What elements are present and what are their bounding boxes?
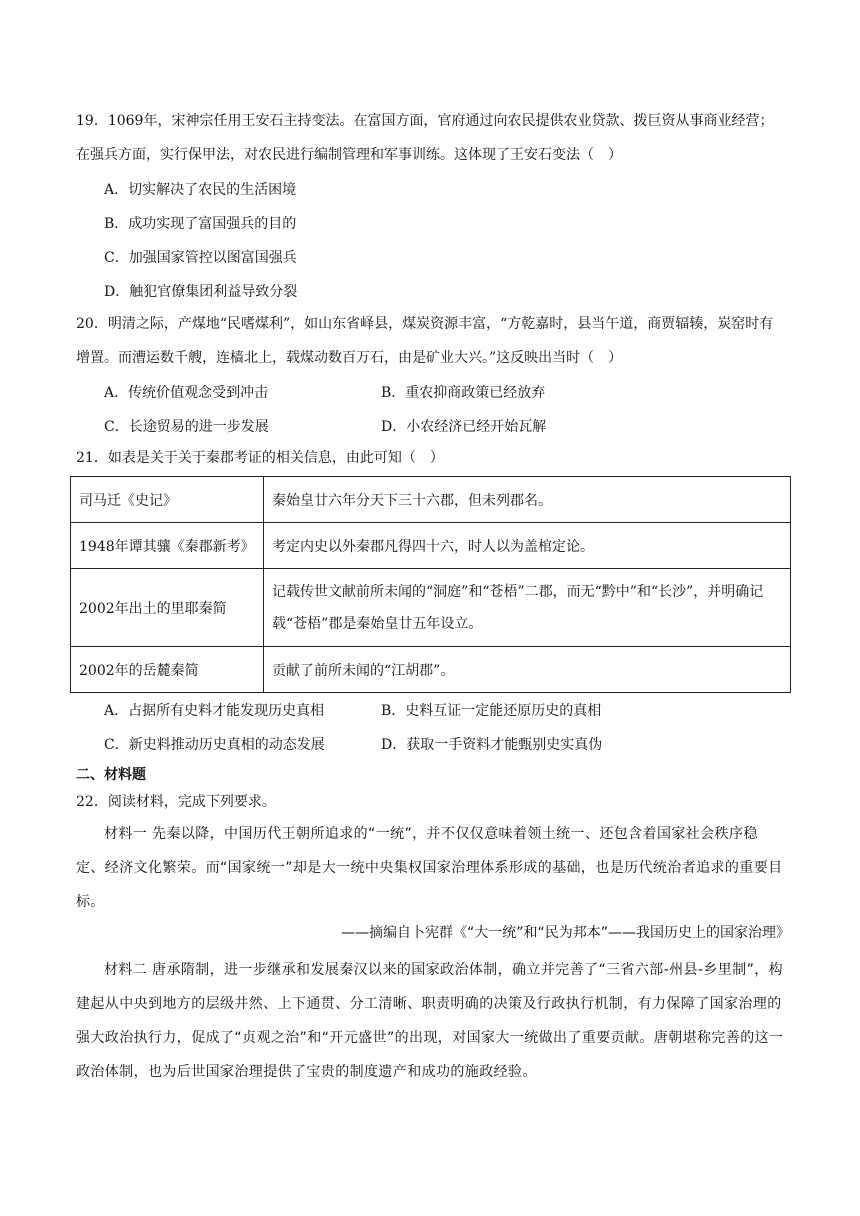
question-19-stem: 19．1069年，宋神宗任用王安石主持变法。在富国方面，官府通过向农民提供农业贷款、拨巨资从事商业经营；在强兵方面，实行保甲法，对农民进行编制管理和军事训练。这体现了王安石变法（ ） xyxy=(76,113,774,163)
table-cell-source: 1948年谭其骧《秦郡新考》 xyxy=(71,523,264,569)
question-22-stem: 22．阅读材料，完成下列要求。 xyxy=(76,794,276,810)
question-20-option-b: B．重农抑商政策已经放弃 xyxy=(381,385,546,401)
table-cell-source: 2002年出土的里耶秦简 xyxy=(71,569,264,647)
question-19-option-a: A．切实解决了农民的生活困境 xyxy=(104,182,297,198)
table-row xyxy=(71,569,791,647)
question-21-option-c: C．新史料推动历史真相的动态发展 xyxy=(104,737,325,753)
question-19-option-b: B．成功实现了富国强兵的目的 xyxy=(104,216,297,232)
material-two: 材料二 唐承隋制，进一步继承和发展秦汉以来的国家政治体制，确立并完善了“三省六部-州县-乡里制”，构建起从中央到地方的层级井然、上下通贯、分工清晰、职责明确的决策及行政执行机制，有力保障了国家治理的强大政治执行力，促成了“贞观之治”和“开元盛世”的出现，对国家大一统做出了重要贡献。唐朝堪称完善的这一政治体制，也为后世国家治理提供了宝贵的制度遗产和成功的施政经验。 xyxy=(76,962,784,1080)
question-19-option-c: C．加强国家管控以图富国强兵 xyxy=(104,250,297,266)
table-cell-content: 考定内史以外秦郡凡得四十六，时人以为盖棺定论。 xyxy=(264,523,791,569)
question-21-option-d: D．获取一手资料才能甄别史实真伪 xyxy=(381,737,603,753)
table-cell-content: 记载传世文献前所未闻的“洞庭”和“苍梧”二郡，而无“黔中”和“长沙”，并明确记载“苍梧”郡是秦始皇廿五年设立。 xyxy=(264,569,791,647)
table-cell-source: 司马迁《史记》 xyxy=(71,477,264,523)
table-row xyxy=(71,647,791,693)
question-21-option-a: A．占据所有史料才能发现历史真相 xyxy=(104,703,325,719)
question-21-stem: 21．如表是关于关于秦郡考证的相关信息，由此可知（ ） xyxy=(76,450,444,466)
question-20-option-c: C．长途贸易的进一步发展 xyxy=(104,419,269,435)
question-21-option-b: B．史料互证一定能还原历史的真相 xyxy=(381,703,602,719)
table-cell-content: 秦始皇廿六年分天下三十六郡，但未列郡名。 xyxy=(264,477,791,523)
question-20-option-d: D．小农经济已经开始瓦解 xyxy=(381,419,547,435)
material-one: 材料一 先秦以降，中国历代王朝所追求的“一统”，并不仅仅意味着领土统一、还包含着国家社会秩序稳定、经济文化繁荣。而“国家统一”却是大一统中央集权国家治理体系形成的基础，也是历代统治者追求的重要目标。 xyxy=(76,826,783,910)
question-20-stem: 20．明清之际，产煤地“民嗜煤利”，如山东省峄县，煤炭资源丰富，“方乾嘉时，县当午道，商贾辐辏，炭窑时有增置。而漕运数千艘，连樯北上，载煤动数百万石，由是矿业大兴。”这反映出当时（ ） xyxy=(76,316,774,366)
question-19-option-d: D．触犯官僚集团利益导致分裂 xyxy=(104,284,298,300)
table-cell-content: 贡献了前所未闻的“江胡郡”。 xyxy=(264,647,791,693)
section-title: 二、材料题 xyxy=(76,767,146,783)
table-cell-source: 2002年的岳麓秦简 xyxy=(71,647,264,693)
table-row xyxy=(71,477,791,523)
material-citation: ——摘编自卜宪群《“大一统”和“民为邦本”——我国历史上的国家治理》 xyxy=(340,925,790,941)
qin-commandery-table xyxy=(70,476,791,693)
question-20-option-a: A．传统价值观念受到冲击 xyxy=(104,385,269,401)
table-row xyxy=(71,523,791,569)
